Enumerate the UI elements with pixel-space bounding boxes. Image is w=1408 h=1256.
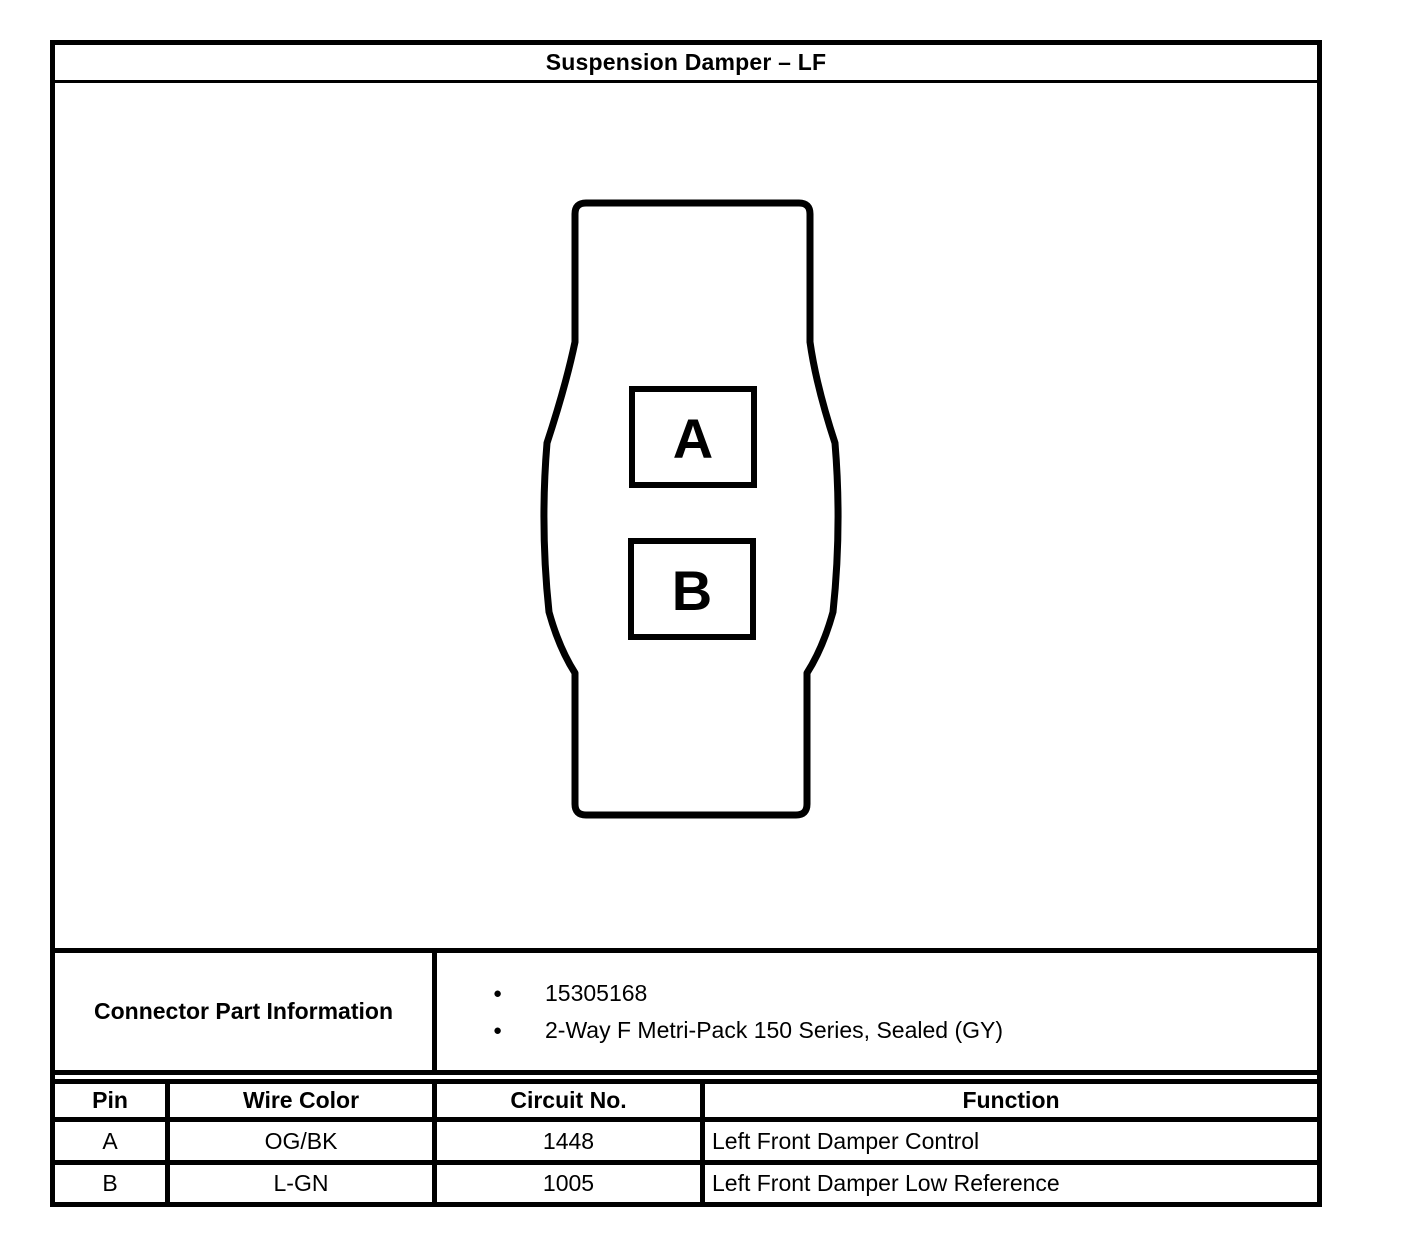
title-bar xyxy=(55,45,1317,83)
table-row-b-wire-color: L-GN xyxy=(170,1165,432,1202)
table-row-b-circuit-no: 1005 xyxy=(437,1165,700,1202)
connector-part-info-section xyxy=(55,948,1317,1075)
bullet-icon: ● xyxy=(493,984,503,1002)
connector-part-info-label-cell xyxy=(55,953,432,1070)
pin-table-header-function: Function xyxy=(705,1084,1317,1117)
table-row-a-circuit-no: 1448 xyxy=(437,1122,700,1160)
pin-table-header-circuit-no: Circuit No. xyxy=(437,1084,700,1117)
pin-table xyxy=(55,1079,1317,1202)
connector-type-item xyxy=(493,1012,1317,1049)
pin-a-label: A xyxy=(672,407,714,470)
connector-diagram-area xyxy=(55,83,1317,948)
connector-type-text: 2-Way F Metri-Pack 150 Series, Sealed (GY) xyxy=(545,1016,1004,1043)
table-row-a-wire-color: OG/BK xyxy=(170,1122,432,1160)
part-number-item xyxy=(493,975,1317,1012)
table-row-a-function: Left Front Damper Control xyxy=(705,1122,1317,1160)
table-row-b-function: Left Front Damper Low Reference xyxy=(705,1165,1317,1202)
connector-outline xyxy=(544,203,838,815)
pin-b-label: B xyxy=(671,559,713,622)
part-number-text: 15305168 xyxy=(545,979,648,1006)
pin-table-header-wire-color: Wire Color xyxy=(170,1084,432,1117)
page-title: Suspension Damper – LF xyxy=(545,49,827,75)
connector-face-diagram xyxy=(55,83,1317,948)
connector-part-info-values-cell xyxy=(437,953,1317,1070)
pin-table-header-pin: Pin xyxy=(55,1084,165,1117)
table-row-b-pin: B xyxy=(55,1165,165,1202)
connector-document-frame xyxy=(50,40,1322,1207)
bullet-icon: ● xyxy=(493,1021,503,1039)
connector-part-info-label: Connector Part Information xyxy=(93,998,393,1024)
table-row-a-pin: A xyxy=(55,1122,165,1160)
